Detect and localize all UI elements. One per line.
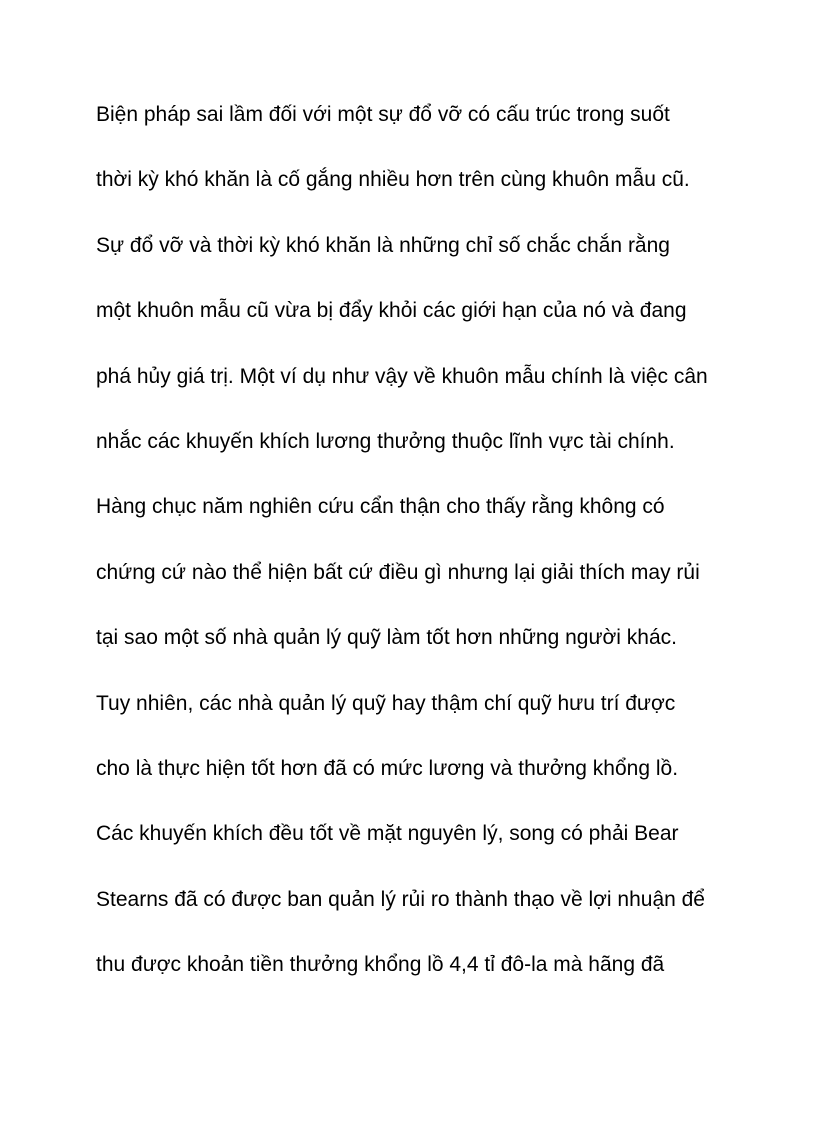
text-line: Stearns đã có được ban quản lý rủi ro thành thạo về lợi nhuận để	[96, 887, 705, 911]
text-line: nhắc các khuyến khích lương thưởng thuộc lĩnh vực tài chính.	[96, 429, 675, 453]
text-line: tại sao một số nhà quản lý quỹ làm tốt hơn những người khác.	[96, 626, 677, 650]
text-line: Biện pháp sai lầm đối với một sự đổ vỡ có cấu trúc trong suốt	[96, 103, 670, 126]
text-line: một khuôn mẫu cũ vừa bị đẩy khỏi các giới hạn của nó và đang	[96, 299, 687, 323]
body-text	[96, 97, 756, 1012]
text-line: Các khuyến khích đều tốt về mặt nguyên lý, song có phải Bear	[96, 822, 679, 846]
text-line: thu được khoản tiền thưởng khổng lồ 4,4 tỉ đô-la mà hãng đã	[96, 953, 665, 977]
text-line: thời kỳ khó khăn là cố gắng nhiều hơn trên cùng khuôn mẫu cũ.	[96, 168, 690, 192]
text-line: cho là thực hiện tốt hơn đã có mức lương và thưởng khổng lồ.	[96, 756, 679, 780]
text-line: Sự đổ vỡ và thời kỳ khó khăn là những chỉ số chắc chắn rằng	[96, 233, 670, 257]
text-line: phá hủy giá trị. Một ví dụ như vậy về khuôn mẫu chính là việc cân	[96, 364, 708, 388]
text-line: chứng cứ nào thể hiện bất cứ điều gì nhưng lại giải thích may rủi	[96, 560, 700, 584]
text-line: Hàng chục năm nghiên cứu cẩn thận cho thấy rằng không có	[96, 495, 665, 519]
text-line: Tuy nhiên, các nhà quản lý quỹ hay thậm chí quỹ hưu trí được	[96, 691, 676, 715]
